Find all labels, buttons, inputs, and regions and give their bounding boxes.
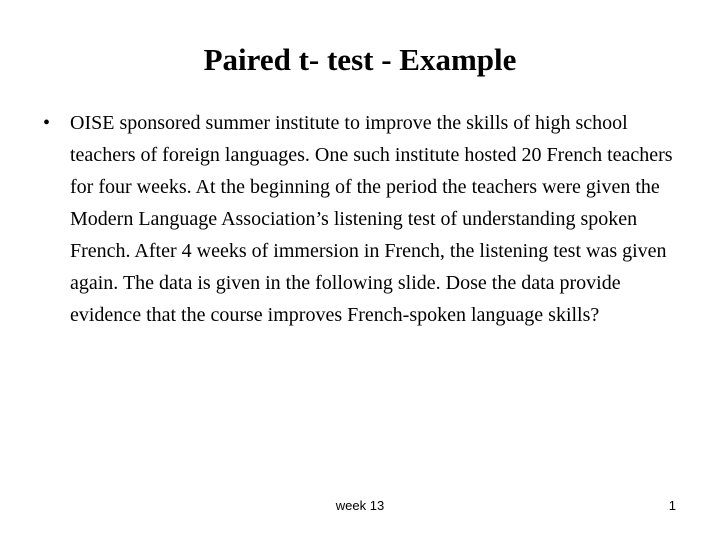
slide-body <box>40 107 680 331</box>
footer-label: week 13 <box>335 498 385 513</box>
bullet-text: OISE sponsored summer institute to improve the skills of high school teachers of foreign languages. One such institute hosted 20 French teachers for four weeks. At the beginning of the period the teachers were given the Modern Language Association’s listening test of understanding spoken French. After 4 weeks of immersion in French, the listening test was given again. The data is given in the following slide. Dose the data provide evidence that the course improves French-spoken language skills? <box>70 112 673 326</box>
bullet-item <box>40 107 680 331</box>
bullet-marker: • <box>43 112 51 134</box>
page-number: 1 <box>668 498 676 513</box>
slide-title: Paired t- test - Example <box>203 42 517 77</box>
